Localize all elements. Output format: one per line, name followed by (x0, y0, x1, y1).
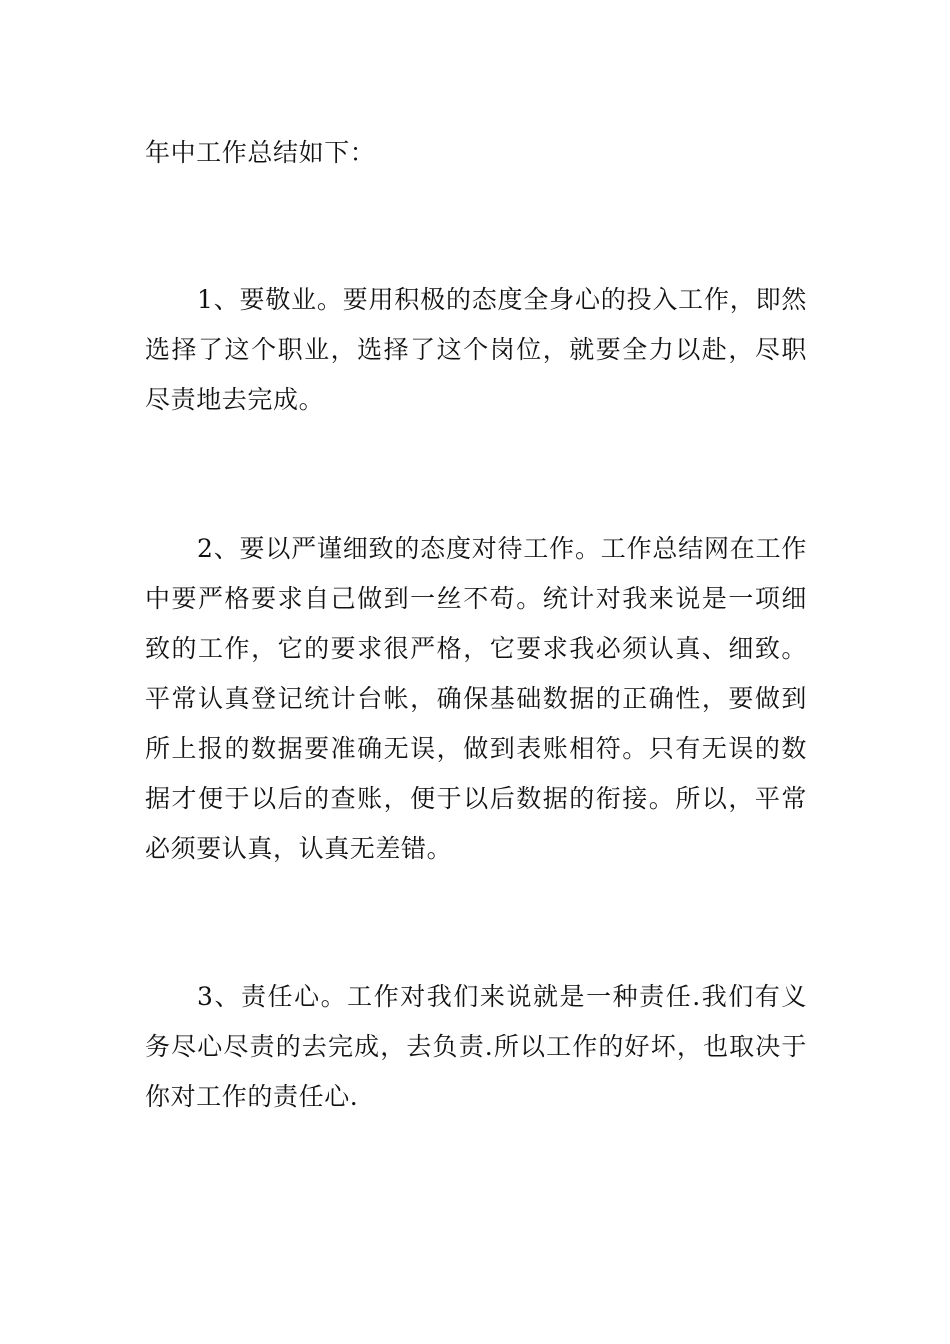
intro-line: 年中工作总结如下： (145, 138, 376, 167)
paragraph-3-container (145, 972, 807, 1122)
paragraph-2: 2、要以严谨细致的态度对待工作。工作总结网在工作中要严格要求自己做到一丝不苟。统计对我来说是一项细致的工作，它的要求很严格，它要求我必须认真、细致。平常认真登记统计台帐，确保基础数据的正确性，要做到所上报的数据要准确无误，做到表账相符。只有无误的数据才便于以后的查账，便于以后数据的衔接。所以，平常必须要认真，认真无差错。 (145, 534, 807, 863)
document-body-intro (145, 128, 807, 178)
paragraph-1: 1、要敬业。要用积极的态度全身心的投入工作，即然选择了这个职业，选择了这个岗位，就要全力以赴，尽职尽责地去完成。 (145, 285, 807, 414)
paragraph-3: 3、责任心。工作对我们来说就是一种责任.我们有义务尽心尽责的去完成，去负责.所以工作的好坏，也取决于你对工作的责任心. (145, 982, 807, 1111)
paragraph-1-container (145, 275, 807, 425)
paragraph-2-container (145, 524, 807, 874)
